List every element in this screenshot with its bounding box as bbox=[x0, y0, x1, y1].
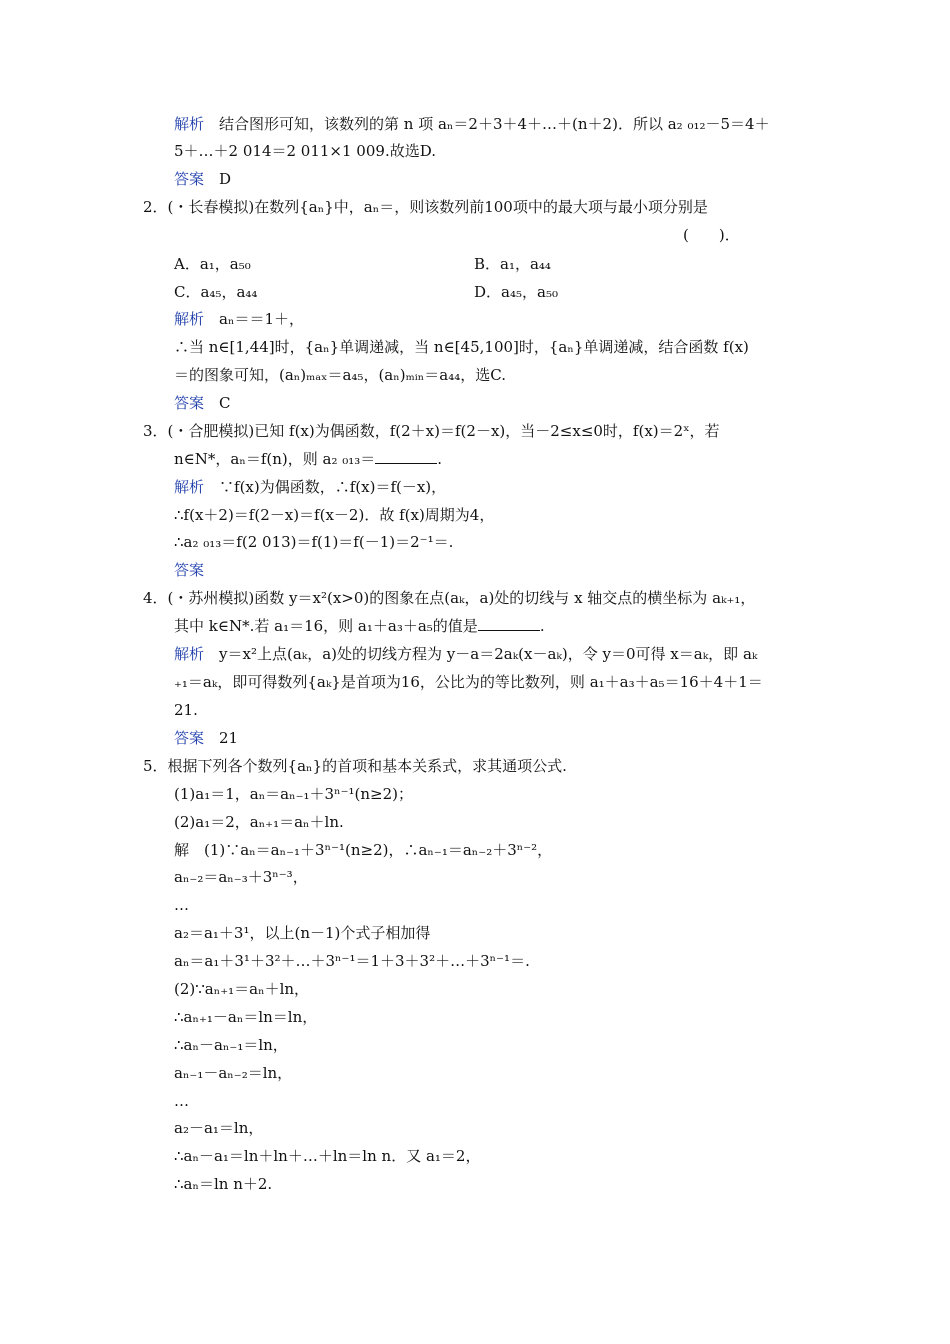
line-text: aₙ＝＝1＋， bbox=[204, 310, 304, 328]
text-line bbox=[174, 477, 446, 497]
line-text: ∵f(x)为偶函数，∴f(x)＝f(－x)， bbox=[204, 478, 447, 496]
line-text: 4．(・苏州模拟)函数 y＝x²(x>0)的图象在点(aₖ，a)处的切线与 x 轴交点的横坐标为 aₖ₊₁， bbox=[143, 589, 756, 607]
text-line bbox=[174, 309, 304, 329]
text-line bbox=[174, 532, 453, 552]
text-line bbox=[174, 923, 430, 943]
text-line bbox=[174, 644, 757, 664]
line-text: a₂－a₁＝ln， bbox=[174, 1119, 264, 1137]
text-line bbox=[174, 337, 749, 357]
line-text: 2．(・长春模拟)在数列{aₙ}中，aₙ＝，则该数列前100项中的最大项与最小项分别是 bbox=[143, 198, 708, 216]
line-text: aₙ₋₁－aₙ₋₂＝ln， bbox=[174, 1064, 293, 1082]
text-line bbox=[174, 784, 413, 804]
text-line bbox=[174, 505, 494, 525]
answer-blank bbox=[478, 616, 540, 631]
text-line bbox=[683, 225, 740, 245]
answer-label: 答案 bbox=[174, 729, 205, 747]
line-text: (2)a₁＝2，aₙ₊₁＝aₙ＋ln. bbox=[174, 813, 344, 831]
line-text: ₊₁＝aₖ，即可得数列{aₖ}是首项为16，公比为的等比数列，则 a₁＋a₃＋a₅＝16＋4＋1＝ bbox=[174, 673, 763, 691]
line-text: (2)∵aₙ₊₁＝aₙ＋ln， bbox=[174, 980, 310, 998]
text-line bbox=[174, 1146, 480, 1166]
line-text: 5＋…＋2 014＝2 011×1 009.故选D. bbox=[174, 142, 436, 160]
line-text: D．a₄₅，a₅₀ bbox=[474, 283, 558, 301]
question-line bbox=[143, 588, 755, 608]
text-line bbox=[174, 1118, 263, 1138]
line-text: C．a₄₅，a₄₄ bbox=[174, 283, 258, 301]
line-text: D bbox=[204, 170, 232, 188]
line-text: A．a₁，a₅₀ bbox=[174, 255, 251, 273]
text-line bbox=[174, 672, 763, 692]
line-text: n∈N*，aₙ＝f(n)，则 a₂ ₀₁₃＝ bbox=[174, 450, 376, 468]
answer-label: 答案 bbox=[174, 170, 205, 188]
text-line bbox=[174, 867, 308, 887]
text-line bbox=[174, 449, 442, 469]
analysis-label: 解析 bbox=[174, 645, 205, 663]
question-line bbox=[143, 421, 720, 441]
text-line bbox=[174, 365, 506, 385]
line-text: 21 bbox=[204, 729, 239, 747]
line-text: ∴a₂ ₀₁₃＝f(2 013)＝f(1)＝f(－1)＝2⁻¹＝. bbox=[174, 533, 454, 551]
line-text: ∴aₙ＝ln n＋2. bbox=[174, 1175, 273, 1193]
line-text: ∴aₙ₊₁－aₙ＝ln＝ln， bbox=[174, 1008, 318, 1026]
text-line bbox=[174, 979, 309, 999]
line-text: y＝x²上点(aₖ，a)处的切线方程为 y－a＝2aₖ(x－aₖ)，令 y＝0可得 x＝aₖ，即 aₖ bbox=[204, 645, 758, 663]
text-line bbox=[174, 282, 257, 302]
line-text-after: . bbox=[437, 450, 443, 468]
line-text: ∴aₙ－aₙ₋₁＝ln， bbox=[174, 1036, 288, 1054]
text-line bbox=[474, 254, 551, 274]
answer-blank bbox=[375, 449, 437, 464]
analysis-label: 解析 bbox=[174, 478, 205, 496]
line-text: aₙ₋₂＝aₙ₋₃＋3ⁿ⁻³， bbox=[174, 868, 308, 886]
text-line bbox=[174, 840, 552, 860]
answer-label: 答案 bbox=[174, 561, 205, 579]
analysis-label: 解析 bbox=[174, 310, 205, 328]
line-text: B．a₁，a₄₄ bbox=[474, 255, 551, 273]
text-line bbox=[174, 169, 231, 189]
line-text: 21. bbox=[174, 701, 198, 719]
text-line bbox=[174, 393, 231, 413]
text-line bbox=[174, 141, 436, 161]
line-text-after: . bbox=[539, 617, 545, 635]
text-line bbox=[174, 254, 251, 274]
line-text: (1)a₁＝1，aₙ＝aₙ₋₁＋3ⁿ⁻¹(n≥2)； bbox=[174, 785, 413, 803]
line-text: … bbox=[174, 1092, 189, 1110]
question-line bbox=[143, 197, 708, 217]
text-line bbox=[174, 1174, 272, 1194]
line-text: 3．(・合肥模拟)已知 f(x)为偶函数，f(2＋x)＝f(2－x)，当－2≤x≤0时，f(x)＝2ˣ，若 bbox=[143, 422, 720, 440]
line-text: ∴f(x＋2)＝f(2－x)＝f(x－2)．故 f(x)周期为4， bbox=[174, 506, 495, 524]
line-text: 5．根据下列各个数列{aₙ}的首项和基本关系式，求其通项公式. bbox=[143, 757, 567, 775]
line-text: a₂＝a₁＋3¹，以上(n－1)个式子相加得 bbox=[174, 924, 431, 942]
text-line bbox=[174, 895, 189, 915]
line-text: ∴当 n∈[1,44]时，{aₙ}单调递减，当 n∈[45,100]时，{aₙ}单调递减，结合函数 f(x) bbox=[174, 338, 749, 356]
text-line bbox=[174, 951, 530, 971]
text-line bbox=[174, 114, 770, 134]
answer-label: 答案 bbox=[174, 394, 205, 412]
line-text: C bbox=[204, 394, 231, 412]
line-text: ∴aₙ－a₁＝ln＋ln＋…＋ln＝ln n．又 a₁＝2， bbox=[174, 1147, 481, 1165]
text-line bbox=[174, 616, 545, 636]
analysis-label: 解析 bbox=[174, 115, 205, 133]
text-line bbox=[174, 560, 204, 580]
line-text: ＝的图象可知，(aₙ)ₘₐₓ＝a₄₅，(aₙ)ₘᵢₙ＝a₄₄，选C. bbox=[174, 366, 506, 384]
text-line bbox=[474, 282, 558, 302]
line-text: aₙ＝a₁＋3¹＋3²＋…＋3ⁿ⁻¹＝1＋3＋3²＋…＋3ⁿ⁻¹＝. bbox=[174, 952, 530, 970]
line-text: ( )． bbox=[683, 226, 740, 244]
text-line bbox=[174, 1035, 288, 1055]
line-text: … bbox=[174, 896, 189, 914]
text-line bbox=[174, 1091, 189, 1111]
text-line bbox=[174, 728, 238, 748]
text-line bbox=[174, 1063, 292, 1083]
line-text: 其中 k∈N*.若 a₁＝16，则 a₁＋a₃＋a₅的值是 bbox=[174, 617, 478, 635]
question-line bbox=[143, 756, 567, 776]
text-line bbox=[174, 1007, 317, 1027]
text-line bbox=[174, 700, 198, 720]
line-text: 解 (1)∵aₙ＝aₙ₋₁＋3ⁿ⁻¹(n≥2)，∴aₙ₋₁＝aₙ₋₂＋3ⁿ⁻²， bbox=[174, 841, 553, 859]
line-text: 结合图形可知，该数列的第 n 项 aₙ＝2＋3＋4＋…＋(n＋2)．所以 a₂ ₀₁₂－5＝4＋ bbox=[204, 115, 770, 133]
text-line bbox=[174, 812, 344, 832]
